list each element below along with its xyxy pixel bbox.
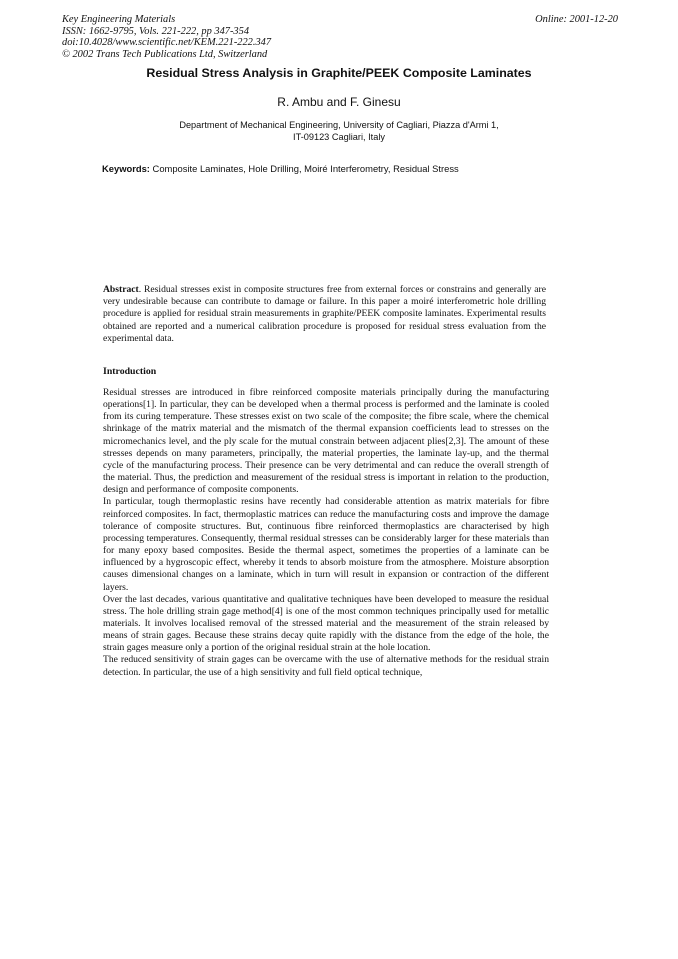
affiliation — [100, 119, 578, 143]
abstract — [103, 284, 546, 345]
paragraph: In particular, tough thermoplastic resins have recently had considerable attention as matrix materials for fibre reinforced composites. In fact, thermoplastic matrices can reduce the manufacturing costs and improve the damage tolerance of composite structures. But, continuous fibre reinforced thermoplastics are characterised by high processing temperatures. Consequently, thermal residual stresses can be considerably larger for these materials than for many epoxy based composites. Beside the thermal aspect, sometimes the properties of a laminate can be influenced by a hygroscopic effect, whereby it tends to absorb moisture from the atmosphere. Moisture absorption causes dimensional changes on a laminate, which in turn will result in expansion or contraction of the different layers. — [103, 496, 549, 593]
keywords — [102, 163, 622, 174]
affiliation-line-2: IT-09123 Cagliari, Italy — [293, 132, 385, 142]
abstract-text: . Residual stresses exist in composite structures free from external forces or constrains and generally are very undesirable because can contribute to damage or failure. In this paper a moiré interferometric hole drilling procedure is applied for residual strain measurements in graphite/PEEK composite laminates. Experimental results obtained are reported and a numerical calibration procedure is proposed for residual stress evaluation from the experimental data. — [103, 284, 546, 344]
paragraph: The reduced sensitivity of strain gages can be overcame with the use of alternative methods for the residual strain detection. In particular, the use of a high sensitivity and full field optical technique, — [103, 654, 549, 678]
paragraph: Residual stresses are introduced in fibre reinforced composite materials principally during the manufacturing operations[1]. In particular, they can be developed when a thermal process is performed and the laminate is cooled from its curing temperature. These stresses exist on two scale of the composite; the fibre scale, where the chemical shrinkage of the matrix material and the mismatch of the thermal expansion coefficients lead to stresses on the micromechanics level, and the ply scale for the mutual constrain between adjacent plies[2,3]. The amount of these stresses depends on many parameters, principally, the material properties, the laminate lay-up, and the thermal cycle of the manufacturing process. Their presence can be very detrimental and can reduce the overall strength of the material. Thus, the prediction and measurement of the residual stress is important in relation to the production, design and performance of composite components. — [103, 387, 549, 496]
affiliation-line-1: Department of Mechanical Engineering, University of Cagliari, Piazza d'Armi 1, — [179, 120, 499, 130]
introduction-body — [103, 387, 549, 679]
section-heading-introduction: Introduction — [103, 366, 157, 377]
paper-title: Residual Stress Analysis in Graphite/PEEK Composite Laminates — [146, 66, 532, 80]
author-list: R. Ambu and F. Ginesu — [277, 95, 401, 109]
copyright-line: © 2002 Trans Tech Publications Ltd, Switzerland — [62, 48, 268, 60]
page-header — [62, 14, 618, 60]
paragraph: Over the last decades, various quantitative and qualitative techniques have been developed to measure the residual stress. The hole drilling strain gage method[4] is one of the most common techniques principally used for metallic materials. It involves localised removal of the stressed material and the measurement of the strain released by means of strain gages. Because these strains decay quite rapidly with the distance from the edge of the hole, the strain gages measure only a portion of the original residual strain at the hole location. — [103, 593, 549, 654]
doi-line: doi:10.4028/www.scientific.net/KEM.221-222.347 — [62, 37, 272, 48]
keywords-text: Composite Laminates, Hole Drilling, Moiré Interferometry, Residual Stress — [152, 163, 459, 174]
online-date: Online: 2001-12-20 — [535, 14, 618, 25]
issn-line: ISSN: 1662-9795, Vols. 221-222, pp 347-354 — [62, 25, 250, 37]
abstract-label: Abstract — [103, 284, 139, 295]
journal-name: Key Engineering Materials — [62, 14, 176, 25]
keywords-label: Keywords: — [102, 163, 150, 174]
